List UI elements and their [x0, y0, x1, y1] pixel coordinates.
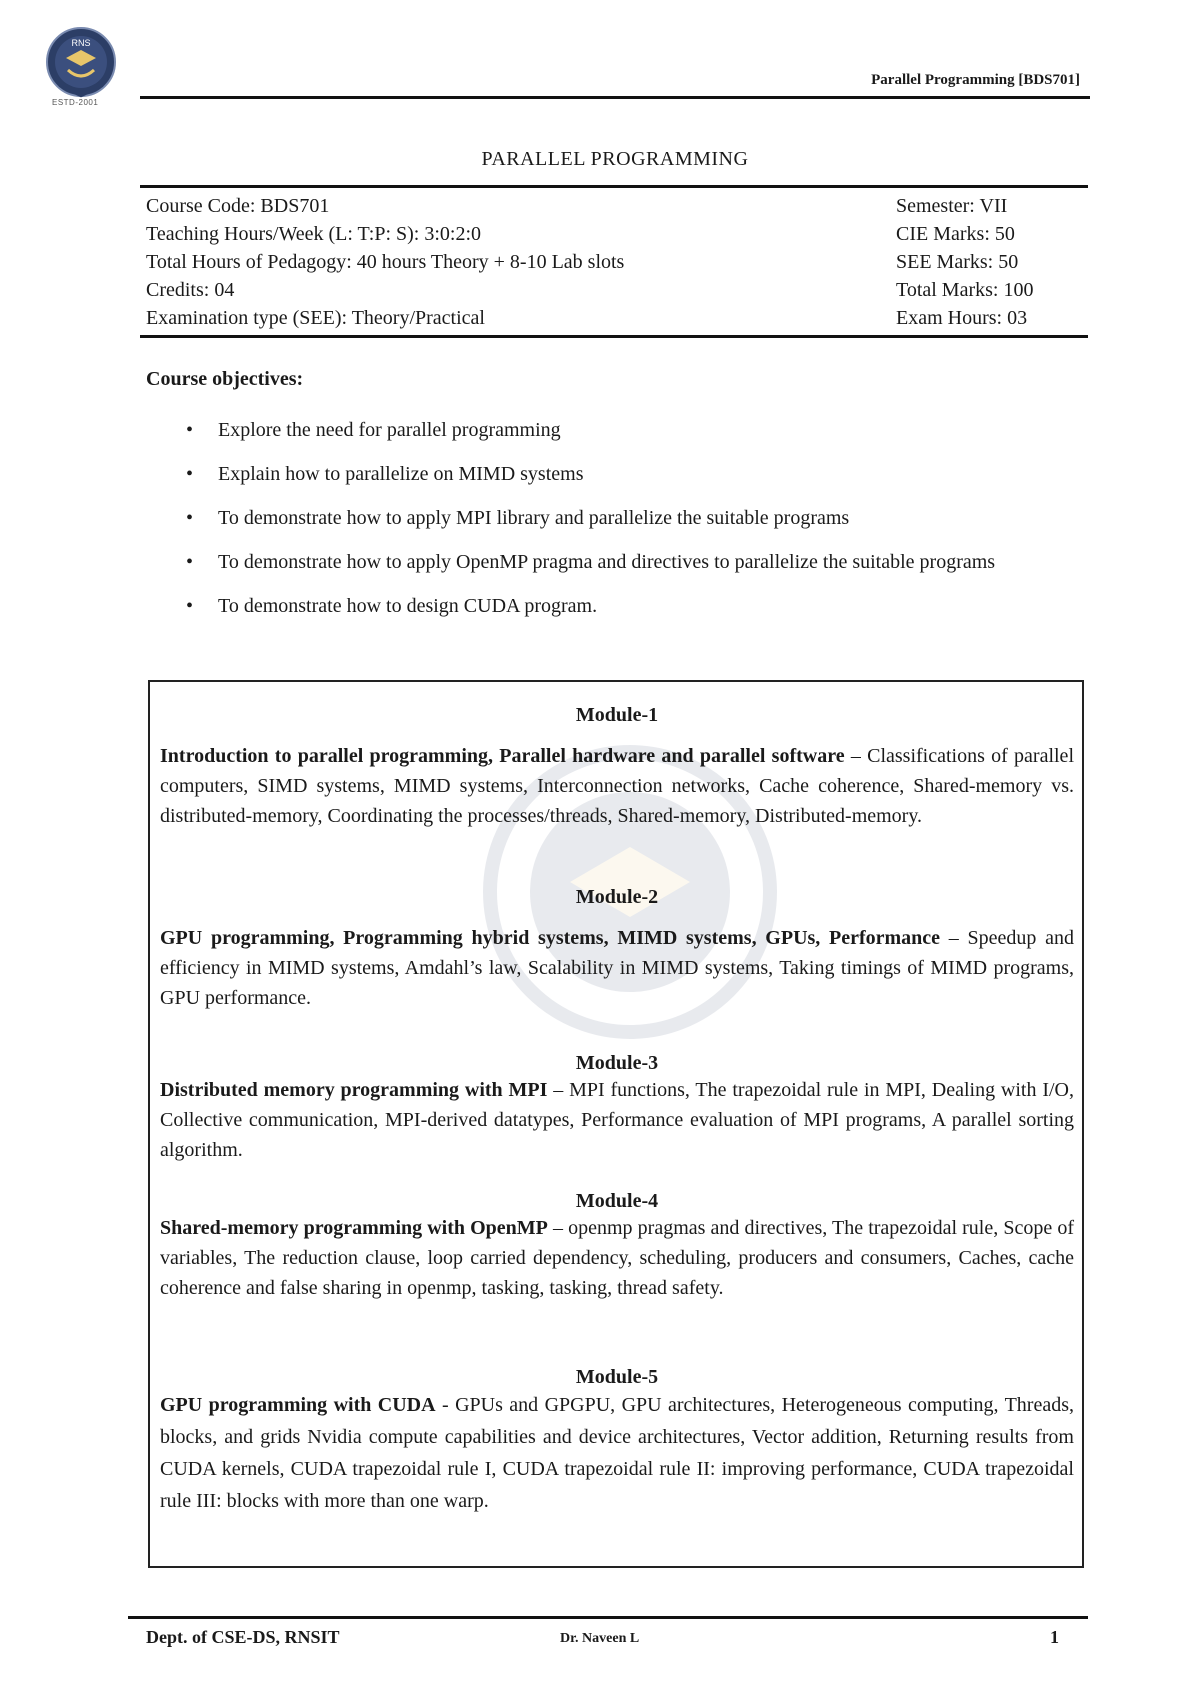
footer-rule	[128, 1616, 1088, 1619]
module-title: Module-1	[575, 704, 659, 726]
course-info-row	[140, 248, 1088, 276]
credits: Credits: 04	[146, 279, 235, 301]
running-header-title: Parallel Programming [BDS701]	[871, 72, 1080, 88]
module-topic: Shared-memory programming with OpenMP	[160, 1217, 548, 1239]
module-description: Shared-memory programming with OpenMP – openmp pragmas and directives, The trapezoidal rule, Scope of variables, The reduction clause, loop carried dependency, scheduling, producers and consumers, Caches, cache coherence and false sharing in openmp, tasking, tasking, thread safety.	[160, 1217, 1074, 1299]
course-info-row	[140, 304, 1088, 332]
examination-type: Examination type (SEE): Theory/Practical	[146, 307, 485, 329]
module-topic: Distributed memory programming with MPI	[160, 1079, 548, 1101]
list-item: • To demonstrate how to design CUDA program.	[146, 584, 1086, 628]
header-rule	[140, 96, 1090, 99]
module-title: Module-3	[575, 1052, 659, 1074]
list-item: • To demonstrate how to apply OpenMP pragma and directives to parallelize the suitable programs	[146, 540, 1086, 584]
course-info-row	[140, 220, 1088, 248]
total-hours: Total Hours of Pedagogy: 40 hours Theory + 8-10 Lab slots	[146, 251, 625, 273]
module-description: GPU programming with CUDA - GPUs and GPGPU, GPU architectures, Heterogeneous computing, Threads, blocks, and grids Nvidia compute capabilities and device architectures, Vector addition, Returning results from CUDA kernels, CUDA trapezoidal rule I, CUDA trapezoidal rule II: improving performance, CUDA trapezoidal rule III: blocks with more than one warp.	[160, 1394, 1074, 1512]
cie-marks: CIE Marks: 50	[896, 223, 1015, 245]
footer-author: Dr. Naveen L	[560, 1631, 640, 1646]
semester: Semester: VII	[896, 195, 1008, 217]
course-code: Course Code: BDS701	[146, 195, 330, 217]
logo-established-year: ESTD-2001	[52, 98, 99, 107]
bullet-icon: •	[186, 595, 194, 617]
module-description: Introduction to parallel programming, Parallel hardware and parallel software – Classifications of parallel computers, SIMD systems, MIMD systems, Interconnection networks, Cache coherence, Shared-memory vs. distributed-memory, Coordinating the processes/threads, Shared-memory, Distributed-memory.	[160, 745, 1074, 827]
bullet-icon: •	[186, 551, 194, 573]
objectives-heading: Course objectives:	[146, 368, 304, 390]
list-item: • Explain how to parallelize on MIMD systems	[146, 452, 1086, 496]
page-title: PARALLEL PROGRAMMING	[481, 148, 749, 170]
module-description: GPU programming, Programming hybrid systems, MIMD systems, GPUs, Performance – Speedup and efficiency in MIMD systems, Amdahl’s law, Scalability in MIMD systems, Taking timings of MIMD programs, GPU performance.	[160, 927, 1074, 1009]
bullet-icon: •	[186, 419, 194, 441]
module-topic: GPU programming with CUDA	[160, 1394, 436, 1416]
teaching-hours: Teaching Hours/Week (L: T:P: S): 3:0:2:0	[146, 223, 482, 245]
see-marks: SEE Marks: 50	[896, 251, 1019, 273]
objectives-list	[146, 408, 1086, 628]
module-description: Distributed memory programming with MPI – MPI functions, The trapezoidal rule in MPI, Dealing with I/O, Collective communication, MPI-derived datatypes, Performance evaluation of MPI programs, A parallel sorting algorithm.	[160, 1079, 1074, 1161]
module-topic: GPU programming, Programming hybrid systems, MIMD systems, GPUs, Performance	[160, 927, 941, 949]
course-info-table	[140, 185, 1088, 338]
exam-hours: Exam Hours: 03	[896, 307, 1028, 329]
svg-text:RNS: RNS	[71, 38, 91, 48]
total-marks: Total Marks: 100	[896, 279, 1034, 301]
module-2	[160, 886, 1074, 1013]
module-title: Module-5	[575, 1366, 659, 1388]
course-info-row	[140, 276, 1088, 304]
module-title: Module-2	[575, 886, 659, 908]
list-item: • To demonstrate how to apply MPI library and parallelize the suitable programs	[146, 496, 1086, 540]
module-1	[160, 704, 1074, 831]
module-3	[160, 1052, 1074, 1165]
module-4	[160, 1190, 1074, 1303]
footer-department: Dept. of CSE-DS, RNSIT	[146, 1627, 340, 1647]
module-5	[160, 1366, 1074, 1517]
course-info-row	[140, 192, 1088, 220]
module-title: Module-4	[575, 1190, 659, 1212]
bullet-icon: •	[186, 507, 194, 529]
syllabus-modules-box	[148, 680, 1084, 1568]
page-number: 1	[1050, 1627, 1059, 1647]
module-topic: Introduction to parallel programming, Parallel hardware and parallel software	[160, 745, 845, 767]
bullet-icon: •	[186, 463, 194, 485]
list-item: • Explore the need for parallel programming	[146, 408, 1086, 452]
